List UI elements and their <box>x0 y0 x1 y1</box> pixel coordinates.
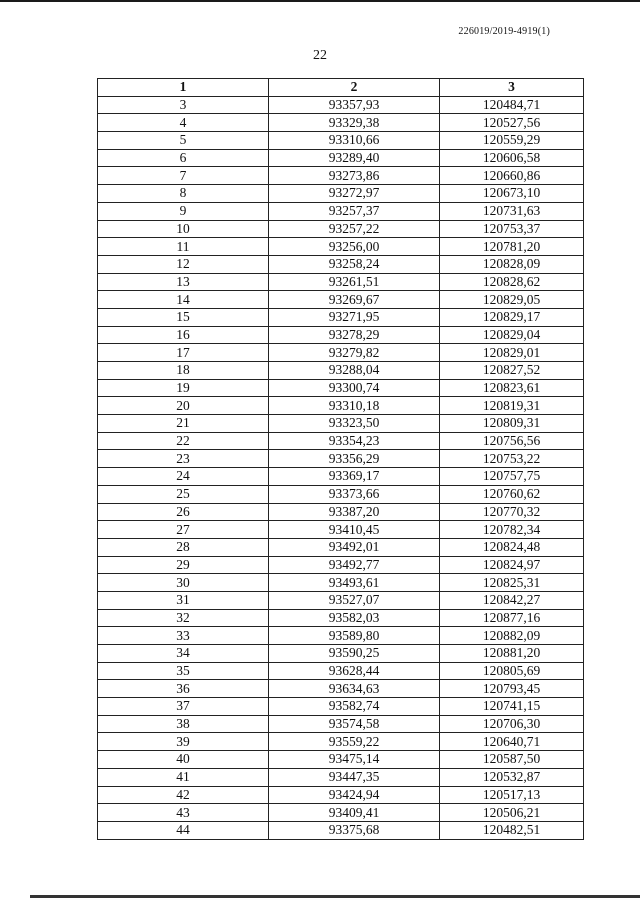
cell-point-number: 15 <box>98 308 269 326</box>
cell-point-number: 34 <box>98 645 269 663</box>
cell-x-coordinate: 93271,95 <box>269 308 440 326</box>
cell-y-coordinate: 120482,51 <box>440 821 584 839</box>
cell-point-number: 6 <box>98 149 269 167</box>
cell-point-number: 26 <box>98 503 269 521</box>
table-row <box>98 415 584 433</box>
cell-x-coordinate: 93354,23 <box>269 432 440 450</box>
cell-point-number: 17 <box>98 344 269 362</box>
cell-y-coordinate: 120587,50 <box>440 751 584 769</box>
table-row <box>98 485 584 503</box>
cell-y-coordinate: 120824,48 <box>440 538 584 556</box>
column-header-x-coordinate: 2 <box>269 79 440 97</box>
cell-point-number: 12 <box>98 255 269 273</box>
cell-x-coordinate: 93356,29 <box>269 450 440 468</box>
cell-x-coordinate: 93329,38 <box>269 114 440 132</box>
column-header-y-coordinate: 3 <box>440 79 584 97</box>
cell-y-coordinate: 120506,21 <box>440 804 584 822</box>
cell-point-number: 30 <box>98 574 269 592</box>
document-reference-number: 226019/2019-4919(1) <box>458 26 550 37</box>
table-row <box>98 149 584 167</box>
cell-point-number: 14 <box>98 291 269 309</box>
cell-x-coordinate: 93369,17 <box>269 468 440 486</box>
table-row <box>98 255 584 273</box>
cell-y-coordinate: 120673,10 <box>440 185 584 203</box>
cell-y-coordinate: 120770,32 <box>440 503 584 521</box>
cell-x-coordinate: 93258,24 <box>269 255 440 273</box>
cell-point-number: 13 <box>98 273 269 291</box>
cell-x-coordinate: 93410,45 <box>269 521 440 539</box>
cell-y-coordinate: 120828,09 <box>440 255 584 273</box>
cell-y-coordinate: 120640,71 <box>440 733 584 751</box>
cell-point-number: 28 <box>98 538 269 556</box>
cell-y-coordinate: 120731,63 <box>440 202 584 220</box>
cell-point-number: 18 <box>98 362 269 380</box>
cell-point-number: 8 <box>98 185 269 203</box>
cell-point-number: 33 <box>98 627 269 645</box>
cell-point-number: 37 <box>98 698 269 716</box>
table-row <box>98 114 584 132</box>
cell-x-coordinate: 93289,40 <box>269 149 440 167</box>
table-row <box>98 751 584 769</box>
cell-point-number: 41 <box>98 768 269 786</box>
cell-point-number: 10 <box>98 220 269 238</box>
table-row <box>98 308 584 326</box>
cell-y-coordinate: 120532,87 <box>440 768 584 786</box>
cell-x-coordinate: 93492,77 <box>269 556 440 574</box>
cell-x-coordinate: 93527,07 <box>269 591 440 609</box>
cell-x-coordinate: 93310,18 <box>269 397 440 415</box>
cell-x-coordinate: 93574,58 <box>269 715 440 733</box>
table-row <box>98 715 584 733</box>
cell-x-coordinate: 93582,03 <box>269 609 440 627</box>
cell-x-coordinate: 93272,97 <box>269 185 440 203</box>
cell-y-coordinate: 120757,75 <box>440 468 584 486</box>
cell-y-coordinate: 120828,62 <box>440 273 584 291</box>
cell-x-coordinate: 93278,29 <box>269 326 440 344</box>
cell-point-number: 38 <box>98 715 269 733</box>
cell-y-coordinate: 120484,71 <box>440 96 584 114</box>
table-row <box>98 468 584 486</box>
table-row <box>98 627 584 645</box>
table-row <box>98 326 584 344</box>
cell-point-number: 42 <box>98 786 269 804</box>
cell-y-coordinate: 120882,09 <box>440 627 584 645</box>
cell-point-number: 25 <box>98 485 269 503</box>
table-row <box>98 821 584 839</box>
cell-y-coordinate: 120842,27 <box>440 591 584 609</box>
table-row <box>98 379 584 397</box>
cell-y-coordinate: 120829,04 <box>440 326 584 344</box>
table-row <box>98 273 584 291</box>
cell-y-coordinate: 120829,05 <box>440 291 584 309</box>
cell-point-number: 9 <box>98 202 269 220</box>
cell-y-coordinate: 120823,61 <box>440 379 584 397</box>
table-row <box>98 538 584 556</box>
cell-x-coordinate: 93582,74 <box>269 698 440 716</box>
table-row <box>98 185 584 203</box>
cell-point-number: 4 <box>98 114 269 132</box>
cell-y-coordinate: 120706,30 <box>440 715 584 733</box>
cell-x-coordinate: 93589,80 <box>269 627 440 645</box>
cell-y-coordinate: 120809,31 <box>440 415 584 433</box>
cell-point-number: 40 <box>98 751 269 769</box>
cell-y-coordinate: 120782,34 <box>440 521 584 539</box>
cell-point-number: 23 <box>98 450 269 468</box>
table-body <box>98 96 584 839</box>
cell-y-coordinate: 120825,31 <box>440 574 584 592</box>
table-row <box>98 680 584 698</box>
cell-x-coordinate: 93590,25 <box>269 645 440 663</box>
cell-point-number: 20 <box>98 397 269 415</box>
table-row <box>98 698 584 716</box>
cell-point-number: 43 <box>98 804 269 822</box>
table-row <box>98 645 584 663</box>
table-row <box>98 733 584 751</box>
table-row <box>98 220 584 238</box>
cell-x-coordinate: 93493,61 <box>269 574 440 592</box>
cell-point-number: 3 <box>98 96 269 114</box>
cell-y-coordinate: 120805,69 <box>440 662 584 680</box>
bottom-border-line <box>30 895 640 898</box>
coordinates-table <box>97 78 584 840</box>
table-row <box>98 238 584 256</box>
cell-x-coordinate: 93288,04 <box>269 362 440 380</box>
cell-point-number: 11 <box>98 238 269 256</box>
table-row <box>98 521 584 539</box>
cell-x-coordinate: 93424,94 <box>269 786 440 804</box>
table-row <box>98 662 584 680</box>
cell-point-number: 19 <box>98 379 269 397</box>
table-row <box>98 432 584 450</box>
cell-x-coordinate: 93257,37 <box>269 202 440 220</box>
cell-x-coordinate: 93256,00 <box>269 238 440 256</box>
cell-x-coordinate: 93273,86 <box>269 167 440 185</box>
cell-point-number: 35 <box>98 662 269 680</box>
cell-point-number: 16 <box>98 326 269 344</box>
cell-y-coordinate: 120829,01 <box>440 344 584 362</box>
cell-y-coordinate: 120753,37 <box>440 220 584 238</box>
cell-x-coordinate: 93409,41 <box>269 804 440 822</box>
cell-point-number: 44 <box>98 821 269 839</box>
cell-x-coordinate: 93310,66 <box>269 132 440 150</box>
cell-y-coordinate: 120527,56 <box>440 114 584 132</box>
cell-point-number: 7 <box>98 167 269 185</box>
table-row <box>98 786 584 804</box>
cell-y-coordinate: 120606,58 <box>440 149 584 167</box>
cell-x-coordinate: 93559,22 <box>269 733 440 751</box>
cell-x-coordinate: 93279,82 <box>269 344 440 362</box>
page-number: 22 <box>313 48 327 63</box>
cell-y-coordinate: 120753,22 <box>440 450 584 468</box>
cell-y-coordinate: 120660,86 <box>440 167 584 185</box>
cell-y-coordinate: 120877,16 <box>440 609 584 627</box>
cell-point-number: 29 <box>98 556 269 574</box>
cell-x-coordinate: 93373,66 <box>269 485 440 503</box>
cell-y-coordinate: 120781,20 <box>440 238 584 256</box>
table-row <box>98 591 584 609</box>
cell-y-coordinate: 120756,56 <box>440 432 584 450</box>
cell-y-coordinate: 120760,62 <box>440 485 584 503</box>
table-row <box>98 167 584 185</box>
cell-y-coordinate: 120824,97 <box>440 556 584 574</box>
table-row <box>98 556 584 574</box>
table-row <box>98 574 584 592</box>
cell-x-coordinate: 93257,22 <box>269 220 440 238</box>
cell-point-number: 5 <box>98 132 269 150</box>
table-header-row <box>98 79 584 97</box>
cell-x-coordinate: 93475,14 <box>269 751 440 769</box>
table-row <box>98 503 584 521</box>
cell-x-coordinate: 93357,93 <box>269 96 440 114</box>
table-row <box>98 804 584 822</box>
table-row <box>98 344 584 362</box>
cell-point-number: 31 <box>98 591 269 609</box>
cell-x-coordinate: 93492,01 <box>269 538 440 556</box>
cell-point-number: 39 <box>98 733 269 751</box>
cell-x-coordinate: 93300,74 <box>269 379 440 397</box>
cell-y-coordinate: 120517,13 <box>440 786 584 804</box>
cell-y-coordinate: 120819,31 <box>440 397 584 415</box>
table-row <box>98 291 584 309</box>
cell-x-coordinate: 93269,67 <box>269 291 440 309</box>
cell-point-number: 32 <box>98 609 269 627</box>
cell-point-number: 21 <box>98 415 269 433</box>
cell-y-coordinate: 120793,45 <box>440 680 584 698</box>
table-row <box>98 397 584 415</box>
cell-x-coordinate: 93634,63 <box>269 680 440 698</box>
table-row <box>98 96 584 114</box>
cell-y-coordinate: 120881,20 <box>440 645 584 663</box>
cell-x-coordinate: 93261,51 <box>269 273 440 291</box>
cell-x-coordinate: 93375,68 <box>269 821 440 839</box>
cell-point-number: 36 <box>98 680 269 698</box>
cell-y-coordinate: 120829,17 <box>440 308 584 326</box>
cell-point-number: 27 <box>98 521 269 539</box>
cell-y-coordinate: 120827,52 <box>440 362 584 380</box>
cell-x-coordinate: 93447,35 <box>269 768 440 786</box>
cell-y-coordinate: 120559,29 <box>440 132 584 150</box>
table-row <box>98 768 584 786</box>
cell-y-coordinate: 120741,15 <box>440 698 584 716</box>
cell-x-coordinate: 93323,50 <box>269 415 440 433</box>
table-row <box>98 132 584 150</box>
cell-x-coordinate: 93628,44 <box>269 662 440 680</box>
cell-point-number: 22 <box>98 432 269 450</box>
table-row <box>98 202 584 220</box>
table-row <box>98 609 584 627</box>
column-header-point-number: 1 <box>98 79 269 97</box>
top-border-line <box>0 0 640 2</box>
cell-point-number: 24 <box>98 468 269 486</box>
table-row <box>98 362 584 380</box>
table-row <box>98 450 584 468</box>
cell-x-coordinate: 93387,20 <box>269 503 440 521</box>
